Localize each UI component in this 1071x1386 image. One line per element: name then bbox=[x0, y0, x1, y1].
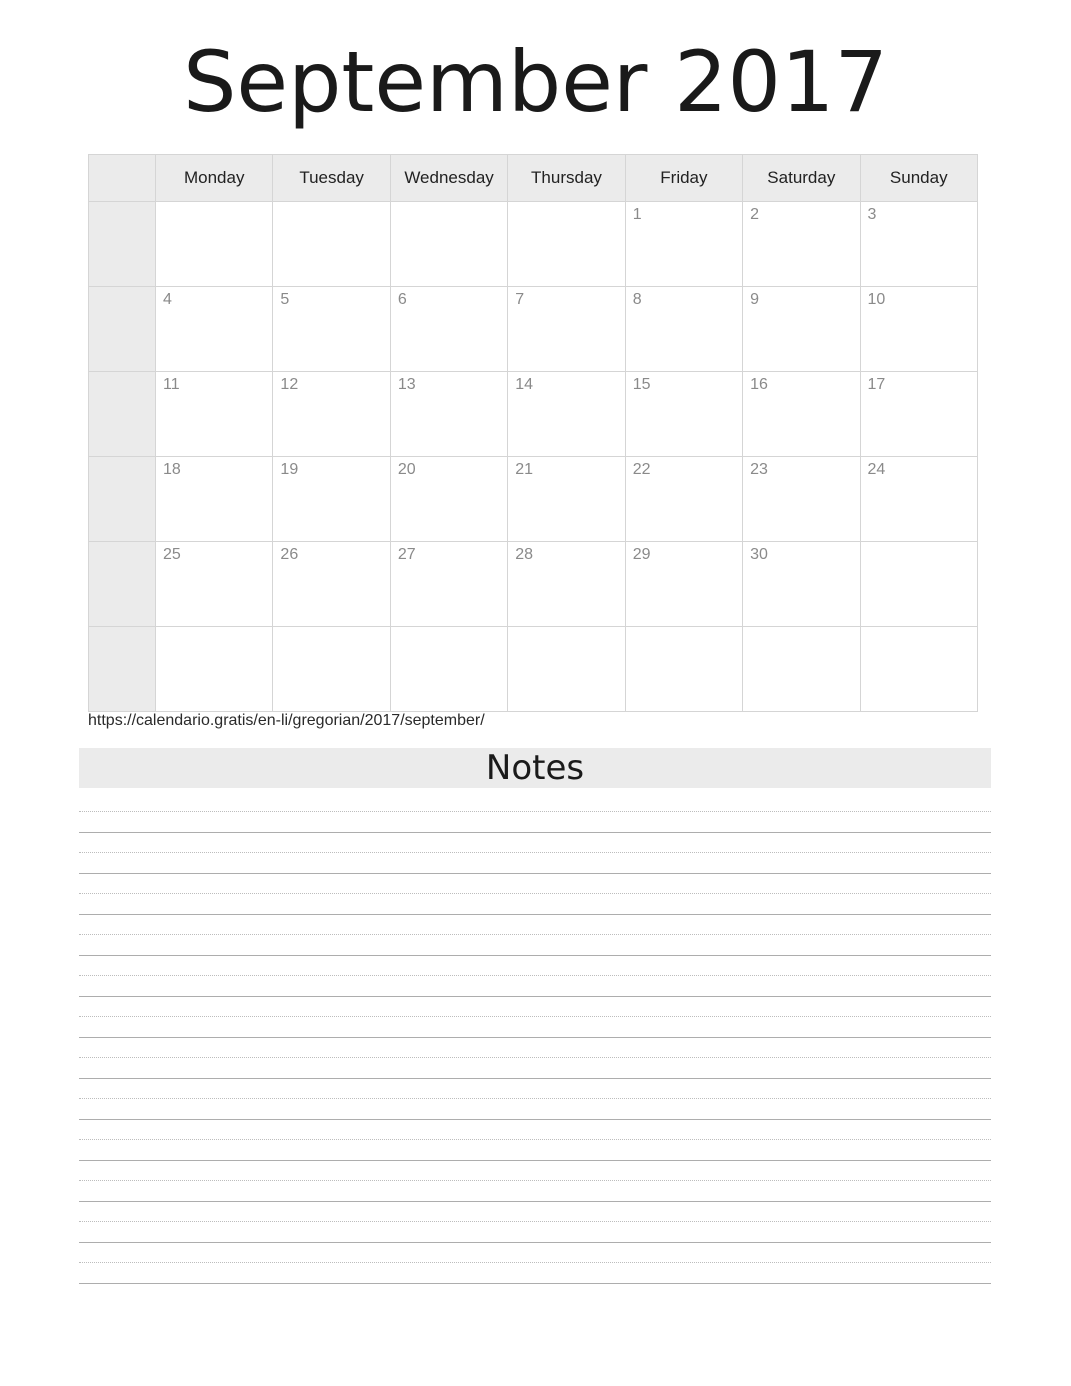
calendar-week-row bbox=[89, 287, 978, 372]
calendar-grid bbox=[88, 154, 978, 712]
day-cell[interactable] bbox=[743, 372, 860, 457]
notes-line-dotted-guide bbox=[79, 893, 991, 894]
day-cell[interactable] bbox=[156, 287, 273, 372]
day-cell[interactable] bbox=[156, 372, 273, 457]
calendar-week-row bbox=[89, 542, 978, 627]
day-number: 2 bbox=[750, 206, 760, 223]
notes-line[interactable] bbox=[79, 1038, 991, 1079]
day-cell[interactable] bbox=[273, 627, 390, 712]
calendar-header-row bbox=[89, 155, 978, 202]
day-number: 16 bbox=[750, 376, 768, 393]
day-cell[interactable] bbox=[508, 372, 625, 457]
day-number: 18 bbox=[163, 461, 181, 478]
notes-line[interactable] bbox=[79, 997, 991, 1038]
day-cell[interactable] bbox=[860, 372, 977, 457]
calendar-side-gutter bbox=[89, 627, 156, 712]
day-number: 5 bbox=[280, 291, 290, 308]
day-cell[interactable] bbox=[743, 287, 860, 372]
day-number: 22 bbox=[632, 461, 651, 478]
day-cell[interactable] bbox=[860, 457, 977, 542]
day-number bbox=[626, 627, 742, 632]
day-cell[interactable] bbox=[625, 627, 742, 712]
day-number: 7 bbox=[515, 291, 525, 308]
notes-line[interactable] bbox=[79, 792, 991, 833]
day-number: 8 bbox=[632, 291, 642, 308]
day-number: 28 bbox=[515, 546, 534, 563]
notes-line-dotted-guide bbox=[79, 1139, 991, 1140]
notes-line-dotted-guide bbox=[79, 1016, 991, 1017]
day-cell[interactable] bbox=[390, 202, 507, 287]
notes-line[interactable] bbox=[79, 1120, 991, 1161]
day-number: 23 bbox=[750, 461, 768, 478]
day-number: 3 bbox=[867, 206, 877, 223]
day-number: 9 bbox=[750, 291, 760, 308]
day-number: 17 bbox=[867, 376, 886, 393]
weekday-header-friday: Friday bbox=[625, 155, 742, 202]
day-cell[interactable] bbox=[625, 457, 742, 542]
day-cell[interactable] bbox=[860, 202, 977, 287]
calendar-side-gutter bbox=[89, 287, 156, 372]
day-number bbox=[508, 202, 624, 207]
day-cell[interactable] bbox=[625, 287, 742, 372]
day-cell[interactable] bbox=[743, 627, 860, 712]
weekday-header-thursday: Thursday bbox=[508, 155, 625, 202]
calendar-side-gutter bbox=[89, 372, 156, 457]
day-cell[interactable] bbox=[156, 627, 273, 712]
calendar-week-row bbox=[89, 372, 978, 457]
calendar-side-gutter bbox=[89, 155, 156, 202]
day-cell[interactable] bbox=[860, 287, 977, 372]
day-number: 1 bbox=[632, 206, 642, 223]
notes-line[interactable] bbox=[79, 1243, 991, 1284]
source-url[interactable]: https://calendario.gratis/en-li/gregorian/2017/september/ bbox=[88, 712, 485, 729]
notes-line-dotted-guide bbox=[79, 1221, 991, 1222]
notes-line-dotted-guide bbox=[79, 1098, 991, 1099]
notes-line-dotted-guide bbox=[79, 852, 991, 853]
day-cell[interactable] bbox=[743, 202, 860, 287]
day-cell[interactable] bbox=[508, 542, 625, 627]
day-cell[interactable] bbox=[390, 457, 507, 542]
calendar-side-gutter bbox=[89, 202, 156, 287]
day-cell[interactable] bbox=[508, 627, 625, 712]
day-cell[interactable] bbox=[743, 542, 860, 627]
weekday-header-wednesday: Wednesday bbox=[390, 155, 507, 202]
notes-line-dotted-guide bbox=[79, 1180, 991, 1181]
day-number bbox=[156, 627, 272, 632]
day-number: 20 bbox=[397, 461, 416, 478]
calendar-side-gutter bbox=[89, 457, 156, 542]
day-number bbox=[861, 542, 977, 547]
day-number: 29 bbox=[632, 546, 651, 563]
day-cell[interactable] bbox=[390, 287, 507, 372]
day-number: 10 bbox=[867, 291, 886, 308]
day-cell[interactable] bbox=[390, 542, 507, 627]
day-number: 4 bbox=[163, 291, 172, 308]
day-cell[interactable] bbox=[156, 202, 273, 287]
calendar-table bbox=[88, 154, 978, 712]
day-number bbox=[391, 202, 507, 207]
day-number bbox=[743, 627, 859, 632]
day-cell[interactable] bbox=[860, 542, 977, 627]
day-number: 14 bbox=[515, 376, 534, 393]
notes-line[interactable] bbox=[79, 915, 991, 956]
day-number bbox=[273, 627, 389, 632]
notes-title: Notes bbox=[485, 748, 585, 788]
day-cell[interactable] bbox=[508, 287, 625, 372]
day-cell[interactable] bbox=[156, 542, 273, 627]
notes-lines bbox=[79, 792, 991, 1284]
day-number: 24 bbox=[867, 461, 886, 478]
day-cell[interactable] bbox=[860, 627, 977, 712]
notes-line[interactable] bbox=[79, 833, 991, 874]
day-cell[interactable] bbox=[508, 202, 625, 287]
page-title: September 2017 bbox=[183, 33, 888, 131]
notes-line-dotted-guide bbox=[79, 975, 991, 976]
day-cell[interactable] bbox=[625, 542, 742, 627]
calendar-side-gutter bbox=[89, 542, 156, 627]
day-number: 27 bbox=[397, 546, 416, 563]
day-cell[interactable] bbox=[273, 372, 390, 457]
day-cell[interactable] bbox=[273, 202, 390, 287]
day-number: 15 bbox=[632, 376, 651, 393]
day-cell[interactable] bbox=[743, 457, 860, 542]
calendar-week-row bbox=[89, 457, 978, 542]
day-cell[interactable] bbox=[273, 542, 390, 627]
day-cell[interactable] bbox=[273, 287, 390, 372]
day-cell[interactable] bbox=[625, 372, 742, 457]
weekday-header-sunday: Sunday bbox=[860, 155, 977, 202]
day-cell[interactable] bbox=[273, 457, 390, 542]
day-number: 11 bbox=[163, 376, 180, 393]
notes-header bbox=[79, 748, 991, 788]
notes-line-dotted-guide bbox=[79, 934, 991, 935]
day-number bbox=[508, 627, 624, 632]
notes-line[interactable] bbox=[79, 874, 991, 915]
notes-line-dotted-guide bbox=[79, 1057, 991, 1058]
day-number bbox=[391, 627, 507, 632]
notes-line-dotted-guide bbox=[79, 811, 991, 812]
notes-line[interactable] bbox=[79, 1079, 991, 1120]
notes-line[interactable] bbox=[79, 1161, 991, 1202]
day-cell[interactable] bbox=[625, 202, 742, 287]
day-cell[interactable] bbox=[508, 457, 625, 542]
day-number: 6 bbox=[397, 291, 407, 308]
day-number: 19 bbox=[280, 461, 299, 478]
day-cell[interactable] bbox=[390, 372, 507, 457]
calendar-week-row bbox=[89, 627, 978, 712]
day-number bbox=[273, 202, 389, 207]
weekday-header-monday: Monday bbox=[156, 155, 273, 202]
day-number bbox=[861, 627, 977, 632]
day-number: 13 bbox=[397, 376, 416, 393]
day-number: 12 bbox=[280, 376, 299, 393]
notes-line[interactable] bbox=[79, 1202, 991, 1243]
day-number: 26 bbox=[280, 546, 299, 563]
day-number: 30 bbox=[750, 546, 768, 563]
day-cell[interactable] bbox=[156, 457, 273, 542]
day-number: 25 bbox=[163, 546, 181, 563]
calendar-week-row bbox=[89, 202, 978, 287]
weekday-header-tuesday: Tuesday bbox=[273, 155, 390, 202]
notes-line[interactable] bbox=[79, 956, 991, 997]
notes-line-dotted-guide bbox=[79, 1262, 991, 1263]
day-cell[interactable] bbox=[390, 627, 507, 712]
day-number bbox=[156, 202, 272, 207]
weekday-header-saturday: Saturday bbox=[743, 155, 860, 202]
day-number: 21 bbox=[515, 461, 534, 478]
